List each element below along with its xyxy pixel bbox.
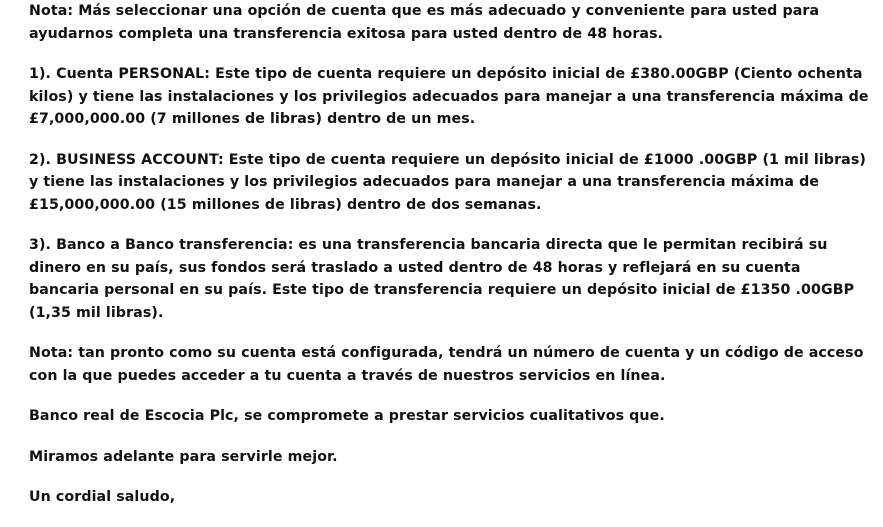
looking-forward-paragraph: Miramos adelante para servirle mejor. — [29, 448, 338, 465]
bank-commitment-paragraph: Banco real de Escocia Plc, se compromete a prestar servicios cualitativos que. — [29, 408, 665, 424]
access-note-paragraph: Nota: tan pronto como su cuenta está configurada, tendrá un número de cuenta y un código de acceso con la que puedes acceder a tu cuenta a través de nuestros servicios en línea. — [29, 345, 864, 384]
note-intro-paragraph: Nota: Más seleccionar una opción de cuenta que es más adecuado y conveniente para usted para ayudarnos completa una transferencia exitosa para usted dentro de 48 horas. — [29, 3, 820, 42]
personal-account-option: 1). Cuenta PERSONAL: Este tipo de cuenta requiere un depósito inicial de £380.00GBP (Ciento ochenta kilos) y tiene las instalaciones y los privilegios adecuados para manejar a una transferencia máxima de £7,000,000.00 (7 millones de libras) dentro de un mes. — [29, 66, 869, 127]
business-account-option: 2). BUSINESS ACCOUNT: Este tipo de cuenta requiere un depósito inicial de £1000 .00GBP (1 mil libras) y tiene las instalaciones y los privilegios adecuados para manejar a una transferencia máxima de £15,000,000.00 (15 millones de libras) dentro de dos semanas. — [29, 151, 866, 213]
bank-to-bank-option: 3). Banco a Banco transferencia: es una transferencia bancaria directa que le permitan recibirá su dinero en su país, sus fondos será traslado a usted dentro de 48 horas y reflejará en su cuenta bancaria personal en su país. Este tipo de transferencia requiere un depósito inicial de £1350 .00GBP (1,35 mil libras). — [29, 237, 855, 321]
email-body — [29, 0, 869, 527]
closing-salutation: Un cordial saludo, — [29, 489, 176, 505]
